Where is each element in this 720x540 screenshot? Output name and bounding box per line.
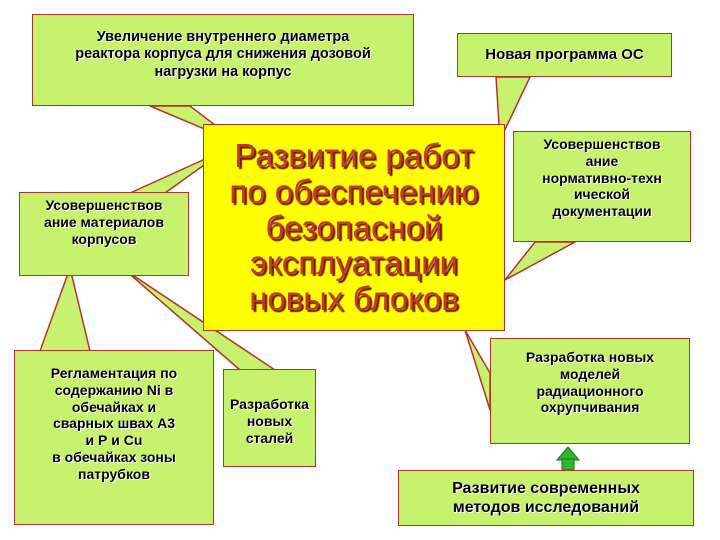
regulation-box: Регламентация по содержанию Ni в обечайках и сварных швах А3 и Р и Cu в обечайках зоны патрубков bbox=[14, 350, 214, 525]
central-topic-box: Развитие работ по обеспечению безопасной эксплуатации новых блоков bbox=[203, 124, 505, 331]
increase-diameter-box: Увеличение внутреннего диаметра реактора корпуса для снижения дозовой нагрузки на корпус bbox=[32, 14, 414, 106]
pointer-bottom-right bbox=[465, 330, 490, 410]
new-steels-box: Разработка новых сталей bbox=[223, 369, 316, 467]
pointer-right bbox=[505, 242, 575, 280]
embrittlement-models-box: Разработка новых моделей радиационного охрупчивания bbox=[490, 338, 690, 444]
pointer-bottom-left bbox=[40, 268, 90, 351]
materials-improvement-box: Усовершенствов ание материалов корпусов bbox=[19, 192, 189, 276]
research-methods-box: Развитие современных методов исследований bbox=[398, 470, 694, 526]
new-program-box: Новая программа ОС bbox=[457, 33, 672, 77]
documentation-improvement-box: Усовершенствов ание нормативно-техн ической документации bbox=[513, 131, 691, 242]
up-arrow-icon bbox=[557, 447, 579, 470]
